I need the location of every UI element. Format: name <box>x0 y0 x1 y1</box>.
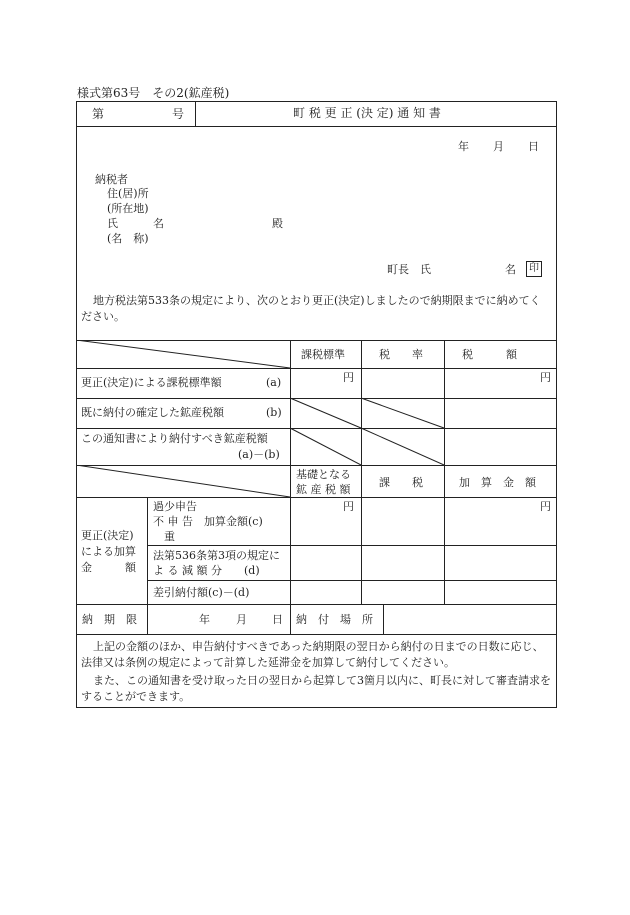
t1-row1-label: 更正(決定)による課税標準額 <box>81 376 222 389</box>
due-label: 納 期 限 <box>82 613 137 626</box>
dai-label: 第 <box>92 107 105 121</box>
t2-row1-line3: 重 <box>153 530 175 543</box>
t1-row1-yen-base: 円 <box>343 371 354 384</box>
issuer-title: 町長 氏 <box>387 263 431 276</box>
t2-group-label-2: による加算 <box>81 545 136 558</box>
table2-group-divider <box>147 497 148 604</box>
issuer-mei: 名 <box>505 263 516 276</box>
t2-row1-line1: 過少申告 <box>153 500 197 513</box>
taxpayer-label: 納税者 <box>95 173 128 186</box>
t1-header-rate: 税 率 <box>379 348 423 361</box>
due-col1 <box>147 604 148 634</box>
t1-header-base: 課税標準 <box>301 348 345 361</box>
t1-row3-code: (a)－(b) <box>238 448 280 461</box>
gou-label: 号 <box>172 107 185 121</box>
t2-row2-line1: 法第536条第3項の規定に <box>153 549 280 562</box>
due-day: 日 <box>272 613 283 626</box>
date-year-label: 年 <box>458 140 469 153</box>
t2-header-rate: 課 税 <box>379 476 423 489</box>
t1-header-amount: 税 額 <box>462 348 517 361</box>
t1-row2-code: (b) <box>266 406 282 419</box>
taxpayer-location-label: (所在地) <box>107 202 149 215</box>
form-label: 様式第63号 その2(鉱産税) <box>77 86 230 100</box>
date-day-label: 日 <box>528 140 539 153</box>
due-row-bottom <box>76 634 557 635</box>
t2-group-label-3: 金 額 <box>81 561 136 574</box>
t2-row1-yen-amount: 円 <box>540 500 551 513</box>
note-1: 上記の金額のほか、申告納付すべきであった納期限の翌日から納付の日までの日数に応じ、法律又は条例の規定によって計算した延滞金を加算して納付してください。 <box>81 640 544 669</box>
note-2: また、この通知書を受け取った日の翌日から起算して3箇月以内に、町長に対して審査請求をすることができます。 <box>81 674 551 703</box>
due-year: 年 <box>199 613 210 626</box>
t1-row1-code: (a) <box>266 376 282 389</box>
due-col2 <box>290 604 291 634</box>
due-col3 <box>383 604 384 634</box>
taxpayer-name-mei: 名 <box>153 217 164 230</box>
t2-header-base-2: 鉱 産 税 額 <box>296 483 351 496</box>
table2-bottom <box>76 604 557 605</box>
date-month-label: 月 <box>493 140 504 153</box>
t2-header-amount: 加 算 金 額 <box>459 476 536 489</box>
header-divider <box>76 126 557 127</box>
payment-place-label: 納 付 場 所 <box>296 613 373 626</box>
t2-header-base-1: 基礎となる <box>296 468 351 481</box>
header-col-divider <box>195 101 196 126</box>
table2-row1-bottom <box>147 545 557 546</box>
t2-row1-yen-base: 円 <box>343 500 354 513</box>
seal-mark: 印 <box>526 261 542 277</box>
t1-row2-label: 既に納付の確定した鉱産税額 <box>81 406 224 419</box>
due-month: 月 <box>236 613 247 626</box>
t2-row3-label: 差引納付額(c)－(d) <box>153 586 250 599</box>
taxpayer-name-shi: 氏 <box>107 217 118 230</box>
t2-group-label-1: 更正(決定) <box>81 529 134 542</box>
table2-row2-bottom <box>147 580 557 581</box>
document-title: 町 税 更 正 (決 定) 通 知 書 <box>293 106 441 120</box>
t2-row1-line2: 不 申 告 加算金額(c) <box>153 515 263 528</box>
taxpayer-dono: 殿 <box>272 217 283 230</box>
t2-row2-line2: よ る 減 額 分 (d) <box>153 564 260 577</box>
taxpayer-address-label: 住(居)所 <box>107 187 149 200</box>
taxpayer-meisho-label: (名 称) <box>107 232 149 245</box>
t1-row3-label: この通知書により納付すべき鉱産税額 <box>81 432 268 445</box>
intro-text: 地方税法第533条の規定により、次のとおり更正(決定)しましたので納期限までに納めてください。 <box>81 294 541 323</box>
t1-row1-yen-amount: 円 <box>540 371 551 384</box>
